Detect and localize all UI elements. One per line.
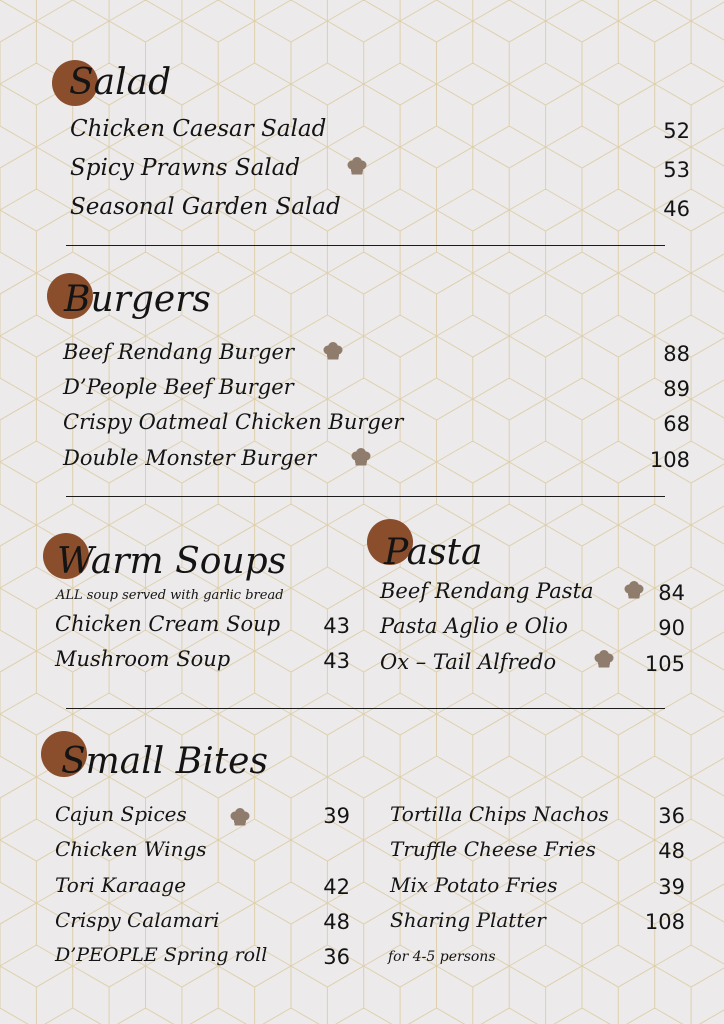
- menu-item-price: 88: [663, 342, 690, 366]
- menu-item-name: Chicken Cream Soup: [55, 612, 281, 636]
- menu-item-price: 48: [323, 910, 350, 934]
- title-initial: S: [61, 741, 86, 782]
- menu-item-price: 105: [644, 652, 685, 676]
- menu-item-price: 52: [663, 119, 690, 143]
- menu-item-name: Pasta Aglio e Olio: [380, 614, 568, 638]
- menu-item-name: Cajun Spices: [55, 802, 187, 826]
- menu-item-price: 46: [663, 197, 690, 221]
- platter-note: for 4-5 persons: [388, 949, 496, 965]
- menu-item-name: Mushroom Soup: [55, 647, 231, 671]
- title-initial: S: [69, 62, 94, 103]
- soup-note: ALL soup served with garlic bread: [56, 588, 284, 603]
- menu-item-name: Chicken Wings: [55, 837, 207, 861]
- menu-item-name: Crispy Oatmeal Chicken Burger: [63, 410, 404, 434]
- salad-title: [69, 63, 171, 103]
- menu-item-name: D’People Beef Burger: [63, 375, 294, 399]
- menu-item-name: Tori Karaage: [55, 873, 187, 897]
- section-divider: [66, 496, 665, 497]
- menu-item-price: 43: [323, 614, 350, 638]
- menu-item-price: 48: [658, 839, 685, 863]
- menu-item-name: Beef Rendang Pasta: [380, 579, 594, 603]
- menu-item-price: 84: [658, 581, 685, 605]
- menu-item-name: Seasonal Garden Salad: [70, 194, 341, 220]
- title-rest: mall Bites: [85, 741, 268, 782]
- menu-item-price: 108: [644, 910, 685, 934]
- menu-item-name: Beef Rendang Burger: [63, 340, 295, 364]
- menu-item-price: 39: [323, 804, 350, 828]
- menu-item-name: Sharing Platter: [390, 908, 546, 932]
- warm-soups-title: [57, 542, 286, 582]
- menu-item-name: Spicy Prawns Salad: [70, 155, 301, 181]
- menu-item-price: 36: [658, 804, 685, 828]
- menu-item-price: 68: [663, 412, 690, 436]
- small-bites-title: [61, 742, 268, 782]
- menu-item-name: Double Monster Burger: [63, 446, 317, 470]
- menu-item-name: Chicken Caesar Salad: [70, 116, 327, 142]
- menu-item-name: Truffle Cheese Fries: [390, 837, 596, 861]
- title-rest: urgers: [90, 279, 211, 320]
- section-divider: [66, 245, 665, 246]
- menu-item-price: 90: [658, 616, 685, 640]
- menu-item-name: Ox – Tail Alfredo: [380, 650, 557, 674]
- menu-item-price: 108: [649, 448, 690, 472]
- menu-item-price: 89: [663, 377, 690, 401]
- title-rest: alad: [93, 62, 172, 103]
- title-initial: W: [57, 541, 91, 582]
- menu-item-name: Tortilla Chips Nachos: [390, 802, 609, 826]
- menu-item-price: 36: [323, 945, 350, 969]
- menu-item-name: Mix Potato Fries: [390, 873, 558, 897]
- title-initial: B: [64, 279, 91, 320]
- menu-item-price: 43: [323, 649, 350, 673]
- menu-item-price: 53: [663, 158, 690, 182]
- section-divider: [66, 708, 665, 709]
- pasta-title: [384, 533, 482, 573]
- menu-item-price: 39: [658, 875, 685, 899]
- title-initial: P: [384, 532, 407, 573]
- title-rest: arm Soups: [90, 541, 287, 582]
- menu-item-name: D’PEOPLE Spring roll: [55, 944, 268, 966]
- menu-item-name: Crispy Calamari: [55, 908, 220, 932]
- title-rest: asta: [406, 532, 483, 573]
- burgers-title: [64, 280, 211, 320]
- menu-item-price: 42: [323, 875, 350, 899]
